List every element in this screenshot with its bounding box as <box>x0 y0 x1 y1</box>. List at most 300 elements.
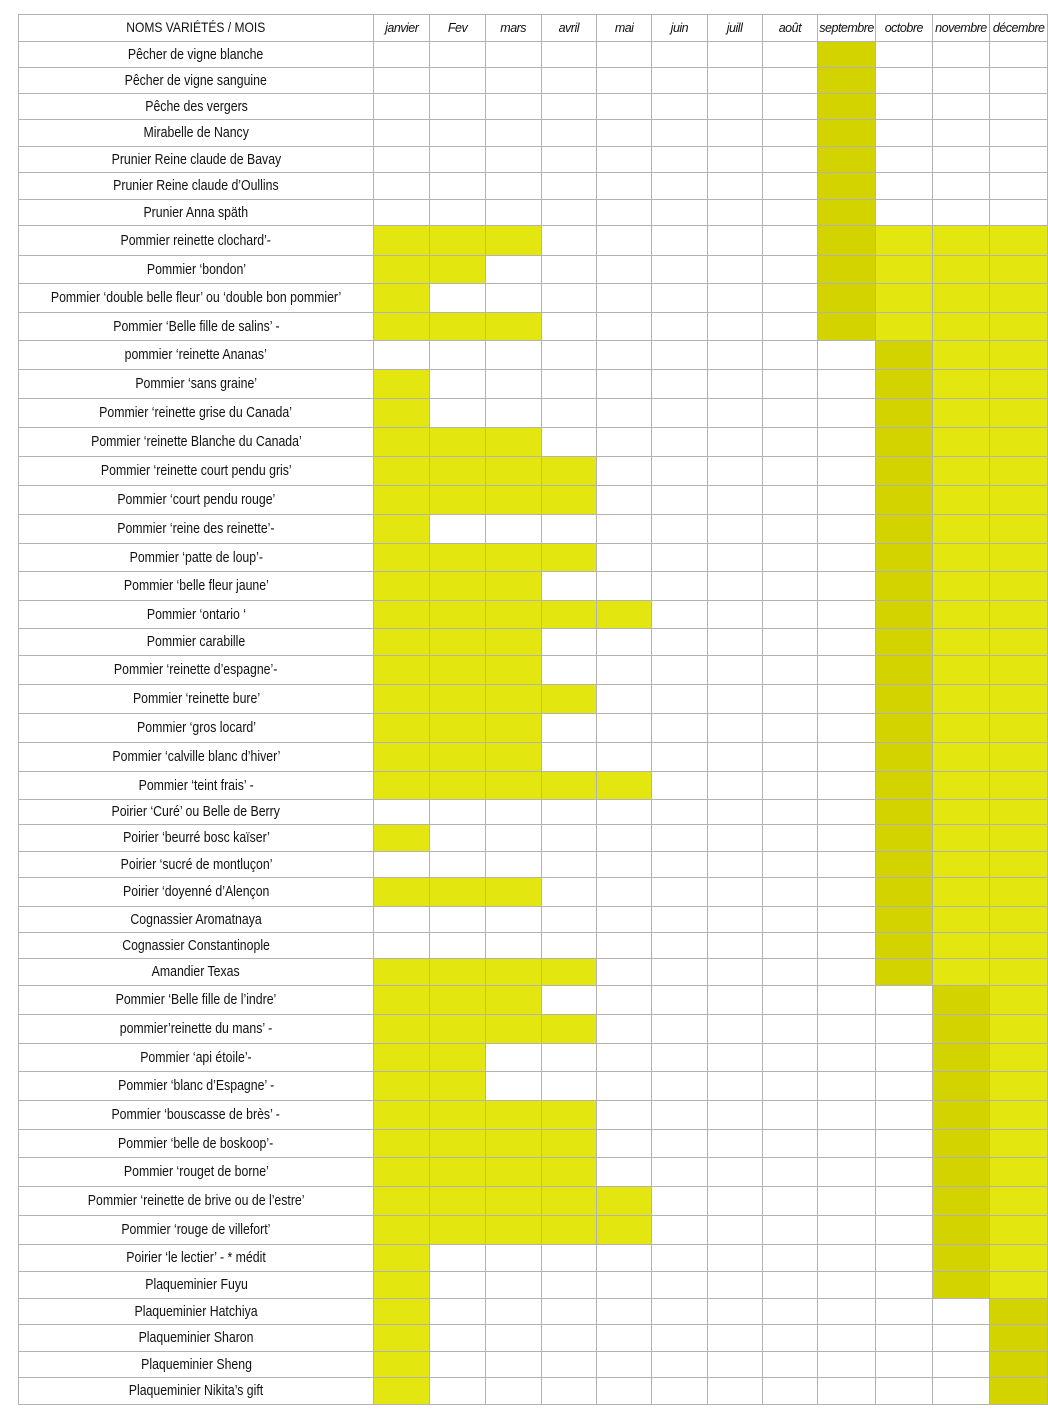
month-cell <box>541 959 596 986</box>
month-cell <box>990 852 1048 878</box>
table-row <box>19 399 1048 428</box>
month-cell <box>818 933 876 959</box>
month-cell <box>485 94 541 120</box>
month-cell <box>990 878 1048 907</box>
month-cell <box>707 852 762 878</box>
month-cell <box>932 544 990 572</box>
month-cell <box>652 601 707 629</box>
month-cell <box>876 933 933 959</box>
month-cell <box>374 370 430 399</box>
variety-name: Pommier ‘calville blanc d’hiver’ <box>112 748 281 765</box>
month-cell <box>762 572 818 601</box>
month-cell <box>485 986 541 1015</box>
month-cell <box>597 1044 652 1072</box>
month-cell <box>876 1158 933 1187</box>
month-cell <box>652 147 707 173</box>
month-cell <box>652 256 707 284</box>
month-cell <box>597 1072 652 1101</box>
variety-name-cell <box>19 629 374 656</box>
month-cell <box>707 399 762 428</box>
month-cell <box>818 94 876 120</box>
month-cell <box>932 1216 990 1245</box>
month-cell <box>485 1325 541 1352</box>
table-row <box>19 1158 1048 1187</box>
month-cell <box>990 1216 1048 1245</box>
variety-name: Pommier ‘belle fleur jaune’ <box>123 577 269 594</box>
month-cell <box>541 629 596 656</box>
month-cell <box>430 428 485 457</box>
month-cell <box>485 772 541 800</box>
variety-name: Prunier Reine claude d’Oullins <box>113 177 279 194</box>
month-cell <box>762 772 818 800</box>
month-cell <box>374 1245 430 1272</box>
month-cell <box>541 515 596 544</box>
month-cell <box>541 1101 596 1130</box>
month-cell <box>430 341 485 370</box>
month-cell <box>485 1216 541 1245</box>
month-cell <box>876 284 933 313</box>
variety-name-cell <box>19 68 374 94</box>
month-cell <box>876 878 933 907</box>
month-cell <box>597 629 652 656</box>
month-cell <box>876 852 933 878</box>
month-cell <box>932 1044 990 1072</box>
month-cell <box>990 457 1048 486</box>
month-cell <box>932 878 990 907</box>
month-cell <box>818 1101 876 1130</box>
month-cell <box>485 1101 541 1130</box>
table-row <box>19 1216 1048 1245</box>
month-cell <box>818 685 876 714</box>
month-cell <box>541 399 596 428</box>
month-cell <box>707 629 762 656</box>
month-header: Fev <box>430 15 485 42</box>
month-cell <box>430 772 485 800</box>
month-cell <box>990 42 1048 68</box>
month-cell <box>876 1187 933 1216</box>
month-cell <box>652 544 707 572</box>
month-cell <box>818 656 876 685</box>
month-cell <box>430 1072 485 1101</box>
month-cell <box>485 959 541 986</box>
month-cell <box>374 486 430 515</box>
month-cell <box>876 685 933 714</box>
table-row <box>19 284 1048 313</box>
month-cell <box>707 120 762 147</box>
variety-name-cell <box>19 572 374 601</box>
month-cell <box>597 94 652 120</box>
month-cell <box>597 284 652 313</box>
month-cell <box>430 313 485 341</box>
month-cell <box>818 1378 876 1405</box>
month-header: mars <box>485 15 541 42</box>
month-cell <box>652 1378 707 1405</box>
table-row <box>19 1130 1048 1158</box>
month-cell <box>876 959 933 986</box>
month-cell <box>485 1130 541 1158</box>
month-cell <box>541 42 596 68</box>
month-cell <box>818 743 876 772</box>
month-cell <box>932 284 990 313</box>
month-cell <box>652 457 707 486</box>
variety-name-cell <box>19 1130 374 1158</box>
month-cell <box>597 1272 652 1299</box>
month-cell <box>430 173 485 200</box>
month-cell <box>597 515 652 544</box>
month-cell <box>652 1015 707 1044</box>
month-cell <box>430 544 485 572</box>
month-cell <box>707 68 762 94</box>
variety-name-cell <box>19 800 374 825</box>
month-cell <box>597 120 652 147</box>
month-cell <box>485 685 541 714</box>
month-cell <box>541 68 596 94</box>
variety-name: Plaqueminier Sharon <box>138 1329 254 1346</box>
month-cell <box>652 341 707 370</box>
month-cell <box>374 907 430 933</box>
month-cell <box>876 226 933 256</box>
month-header: octobre <box>876 15 933 42</box>
month-cell <box>932 986 990 1015</box>
table-row <box>19 714 1048 743</box>
month-cell <box>707 428 762 457</box>
table-row <box>19 601 1048 629</box>
month-cell <box>762 601 818 629</box>
month-cell <box>597 878 652 907</box>
month-cell <box>932 370 990 399</box>
table-row <box>19 515 1048 544</box>
month-cell <box>762 1072 818 1101</box>
month-cell <box>652 685 707 714</box>
month-cell <box>597 428 652 457</box>
month-cell <box>430 1378 485 1405</box>
month-cell <box>876 42 933 68</box>
month-cell <box>818 68 876 94</box>
variety-name-cell <box>19 256 374 284</box>
variety-name: Pommier ‘reinette de brive ou de l’estre’ <box>87 1192 305 1209</box>
month-cell <box>818 852 876 878</box>
month-cell <box>652 629 707 656</box>
month-cell <box>932 1130 990 1158</box>
month-cell <box>818 226 876 256</box>
month-cell <box>430 256 485 284</box>
month-cell <box>374 1044 430 1072</box>
variety-name-cell <box>19 515 374 544</box>
month-cell <box>430 1187 485 1216</box>
month-cell <box>374 256 430 284</box>
month-cell <box>762 120 818 147</box>
month-cell <box>818 986 876 1015</box>
month-cell <box>707 544 762 572</box>
month-cell <box>374 959 430 986</box>
month-cell <box>876 825 933 852</box>
month-cell <box>707 284 762 313</box>
month-cell <box>932 341 990 370</box>
month-cell <box>762 428 818 457</box>
month-cell <box>485 226 541 256</box>
month-cell <box>990 1015 1048 1044</box>
month-cell <box>541 800 596 825</box>
month-cell <box>990 800 1048 825</box>
month-cell <box>597 656 652 685</box>
variety-name: Pêcher de vigne blanche <box>128 45 264 63</box>
table-row <box>19 1072 1048 1101</box>
month-cell <box>652 1325 707 1352</box>
variety-name: Plaqueminier Fuyu <box>144 1276 248 1293</box>
variety-name-cell <box>19 1272 374 1299</box>
month-cell <box>597 986 652 1015</box>
month-cell <box>707 147 762 173</box>
month-cell <box>876 428 933 457</box>
month-cell <box>597 399 652 428</box>
month-cell <box>876 1272 933 1299</box>
month-cell <box>818 572 876 601</box>
month-cell <box>430 601 485 629</box>
month-cell <box>762 515 818 544</box>
month-cell <box>932 1378 990 1405</box>
month-cell <box>707 825 762 852</box>
month-cell <box>932 226 990 256</box>
month-cell <box>652 1072 707 1101</box>
month-cell <box>430 1015 485 1044</box>
month-cell <box>485 1072 541 1101</box>
month-cell <box>652 1216 707 1245</box>
table-row <box>19 1015 1048 1044</box>
month-cell <box>374 656 430 685</box>
month-cell <box>541 1352 596 1378</box>
month-cell <box>818 515 876 544</box>
month-cell <box>818 1299 876 1325</box>
month-cell <box>652 94 707 120</box>
month-cell <box>818 1325 876 1352</box>
month-cell <box>876 313 933 341</box>
month-cell <box>597 42 652 68</box>
month-cell <box>652 878 707 907</box>
month-cell <box>707 800 762 825</box>
month-cell <box>990 284 1048 313</box>
month-cell <box>485 284 541 313</box>
month-cell <box>762 1015 818 1044</box>
month-cell <box>430 226 485 256</box>
variety-name-cell <box>19 226 374 256</box>
month-cell <box>990 1072 1048 1101</box>
variety-name: Plaqueminier Sheng <box>140 1355 252 1373</box>
month-cell <box>990 1245 1048 1272</box>
month-cell <box>652 772 707 800</box>
month-cell <box>876 1072 933 1101</box>
month-header: avril <box>541 15 596 42</box>
table-row <box>19 772 1048 800</box>
month-cell <box>597 852 652 878</box>
month-cell <box>762 825 818 852</box>
month-cell <box>762 907 818 933</box>
month-cell <box>374 1015 430 1044</box>
month-cell <box>430 1101 485 1130</box>
table-row <box>19 313 1048 341</box>
month-cell <box>932 1158 990 1187</box>
variety-name: Pommier ‘sans graine’ <box>135 375 257 392</box>
month-cell <box>932 1325 990 1352</box>
month-cell <box>876 120 933 147</box>
table-row <box>19 428 1048 457</box>
month-cell <box>990 486 1048 515</box>
month-cell <box>762 94 818 120</box>
month-cell <box>932 457 990 486</box>
month-cell <box>430 94 485 120</box>
month-cell <box>541 656 596 685</box>
month-cell <box>990 772 1048 800</box>
month-cell <box>762 800 818 825</box>
month-cell <box>876 1015 933 1044</box>
month-cell <box>597 601 652 629</box>
variety-name-cell <box>19 1044 374 1072</box>
month-cell <box>818 878 876 907</box>
month-cell <box>990 656 1048 685</box>
variety-name: Plaqueminier Nikita’s gift <box>128 1382 264 1399</box>
table-row <box>19 544 1048 572</box>
month-header: juill <box>707 15 762 42</box>
month-cell <box>707 486 762 515</box>
month-cell <box>876 544 933 572</box>
month-cell <box>876 1245 933 1272</box>
month-cell <box>762 173 818 200</box>
table-row <box>19 878 1048 907</box>
table-row <box>19 800 1048 825</box>
month-cell <box>652 399 707 428</box>
month-cell <box>990 959 1048 986</box>
month-cell <box>430 457 485 486</box>
month-cell <box>541 878 596 907</box>
month-cell <box>541 147 596 173</box>
month-header: janvier <box>374 15 430 42</box>
month-cell <box>652 313 707 341</box>
variety-name: Pêche des vergers <box>144 97 248 115</box>
month-cell <box>597 341 652 370</box>
variety-name: Pommier ‘teint frais’ - <box>138 776 254 794</box>
month-cell <box>707 1015 762 1044</box>
variety-name-cell <box>19 1245 374 1272</box>
month-cell <box>932 428 990 457</box>
month-cell <box>707 1044 762 1072</box>
month-cell <box>652 1101 707 1130</box>
month-cell <box>876 1044 933 1072</box>
month-cell <box>597 1101 652 1130</box>
month-cell <box>932 173 990 200</box>
month-cell <box>485 200 541 226</box>
month-cell <box>707 42 762 68</box>
month-cell <box>876 515 933 544</box>
month-cell <box>818 601 876 629</box>
month-cell <box>876 986 933 1015</box>
month-cell <box>374 1130 430 1158</box>
variety-name: Pommier ‘Belle fille de salins’ - <box>112 317 280 335</box>
month-cell <box>430 878 485 907</box>
month-cell <box>374 1325 430 1352</box>
month-cell <box>876 572 933 601</box>
variety-name-cell <box>19 825 374 852</box>
month-cell <box>485 1187 541 1216</box>
variety-name: Pommier ‘rouget de borne’ <box>123 1163 269 1180</box>
month-cell <box>990 399 1048 428</box>
variety-name-cell <box>19 852 374 878</box>
month-cell <box>990 714 1048 743</box>
month-cell <box>430 1044 485 1072</box>
month-cell <box>762 457 818 486</box>
month-cell <box>932 147 990 173</box>
variety-name-cell <box>19 772 374 800</box>
month-cell <box>430 399 485 428</box>
month-cell <box>818 772 876 800</box>
month-cell <box>932 1015 990 1044</box>
month-cell <box>430 743 485 772</box>
month-cell <box>541 685 596 714</box>
month-cell <box>652 486 707 515</box>
month-header: août <box>762 15 818 42</box>
table-row <box>19 200 1048 226</box>
month-cell <box>485 42 541 68</box>
month-cell <box>818 1158 876 1187</box>
month-cell <box>374 94 430 120</box>
month-cell <box>541 341 596 370</box>
month-cell <box>818 629 876 656</box>
month-cell <box>541 1216 596 1245</box>
month-cell <box>818 1187 876 1216</box>
month-cell <box>374 120 430 147</box>
table-row <box>19 1272 1048 1299</box>
month-cell <box>430 200 485 226</box>
variety-name-cell <box>19 656 374 685</box>
variety-name: Poirier ‘Curé’ ou Belle de Berry <box>111 803 281 820</box>
month-cell <box>374 878 430 907</box>
month-cell <box>818 200 876 226</box>
table-row <box>19 629 1048 656</box>
month-cell <box>597 313 652 341</box>
variety-name-cell <box>19 94 374 120</box>
month-cell <box>990 1130 1048 1158</box>
month-cell <box>374 1072 430 1101</box>
month-cell <box>430 685 485 714</box>
month-cell <box>762 852 818 878</box>
month-cell <box>762 399 818 428</box>
month-cell <box>652 173 707 200</box>
month-cell <box>374 173 430 200</box>
month-cell <box>762 486 818 515</box>
table-row <box>19 147 1048 173</box>
variety-name-cell <box>19 1101 374 1130</box>
month-cell <box>932 772 990 800</box>
variety-name-cell <box>19 120 374 147</box>
month-cell <box>652 120 707 147</box>
month-cell <box>876 173 933 200</box>
month-cell <box>652 1272 707 1299</box>
month-cell <box>818 313 876 341</box>
month-cell <box>762 656 818 685</box>
month-cell <box>876 1101 933 1130</box>
month-cell <box>374 572 430 601</box>
variety-name: Pommier ‘reine des reinette’- <box>117 520 275 537</box>
month-cell <box>374 1187 430 1216</box>
variety-name: Pommier ‘patte de loup’- <box>129 548 263 566</box>
month-cell <box>990 200 1048 226</box>
variety-name-cell <box>19 1072 374 1101</box>
month-cell <box>707 1352 762 1378</box>
month-cell <box>485 1245 541 1272</box>
month-cell <box>597 173 652 200</box>
month-cell <box>541 544 596 572</box>
month-cell <box>652 743 707 772</box>
month-cell <box>990 1101 1048 1130</box>
variety-name: Pommier ‘court pendu rouge’ <box>117 491 276 508</box>
